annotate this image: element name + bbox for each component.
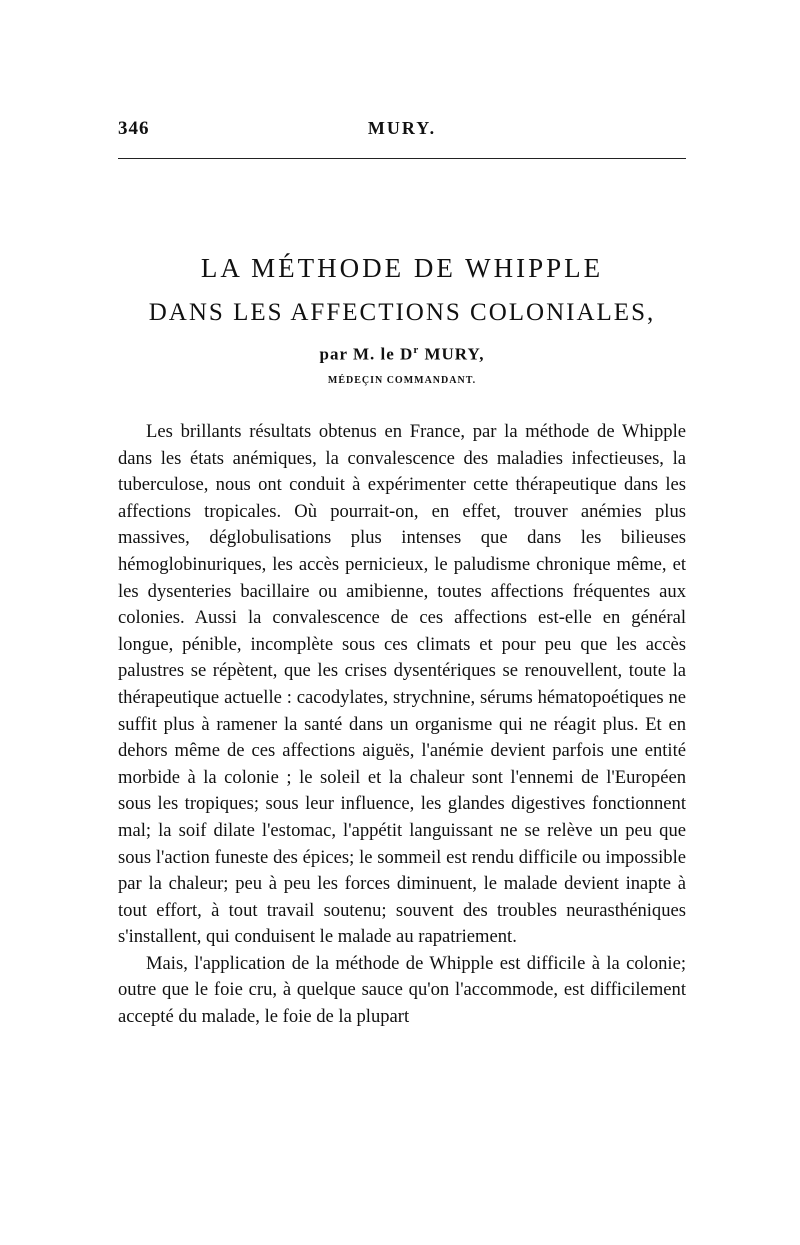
- author-affiliation: MÉDEÇIN COMMANDANT.: [327, 374, 477, 386]
- article-body: [118, 419, 686, 1031]
- header-rule: [118, 158, 686, 159]
- body-paragraph: Mais, l'application de la méthode de Whipple est difficile à la colonie; outre que le foie cru, à quelque sauce qu'on l'accommode, est difficilement accepté du malade, le foie de la plupart: [118, 952, 686, 1028]
- article-title-line-1: LA MÉTHODE DE WHIPPLE: [200, 253, 604, 283]
- page-header: [118, 118, 686, 144]
- author-prefix: par M. le D: [319, 344, 414, 364]
- running-head: MURY.: [367, 118, 437, 138]
- author-line: [118, 344, 686, 365]
- author-name: MURY,: [419, 344, 485, 364]
- page-number: 346: [118, 118, 150, 139]
- article-title-line-2: DANS LES AFFECTIONS COLONIALES,: [148, 299, 656, 326]
- article-title-block: [118, 250, 686, 386]
- author-title-superscript: r: [413, 344, 420, 356]
- body-paragraph: Les brillants résultats obtenus en France, par la méthode de Whipple dans les états anémiques, la convalescence des maladies infectieuses, la tuberculose, nous ont conduit à expérimenter cette thérapeutique dans les affections tropicales. Où pourrait-on, en effet, trouver anémies plus massives, déglobulisations plus intenses que dans les bilieuses hémoglobinuriques, les accès pernicieux, le paludisme chronique même, et les dysenteries bacillaire ou amibienne, toutes affections fréquentes aux colonies. Aussi la convalescence de ces affections est-elle en général longue, pénible, incomplète sous ces climats et pour peu que les accès palustres se répètent, que les crises dysentériques se renouvellent, toute la thérapeutique actuelle : cacodylates, strychnine, sérums hématopoétiques ne suffit plus à ramener la santé dans un organisme qui ne réagit plus. Et en dehors même de ces affections aiguës, l'anémie devient parfois une entité morbide à la colonie ; le soleil et la chaleur sont l'ennemi de l'Européen sous les tropiques; sous leur influence, les glandes digestives fonctionnent mal; la soif dilate l'estomac, l'appétit languissant ne se relève un peu que sous l'action funeste des épices; le sommeil est rendu difficile ou impossible par la chaleur; peu à peu les forces diminuent, le malade devient inapte à tout effort, à tout travail soutenu; souvent des troubles neurasthéniques s'installent, qui conduisent le malade au rapatriement.: [118, 421, 686, 948]
